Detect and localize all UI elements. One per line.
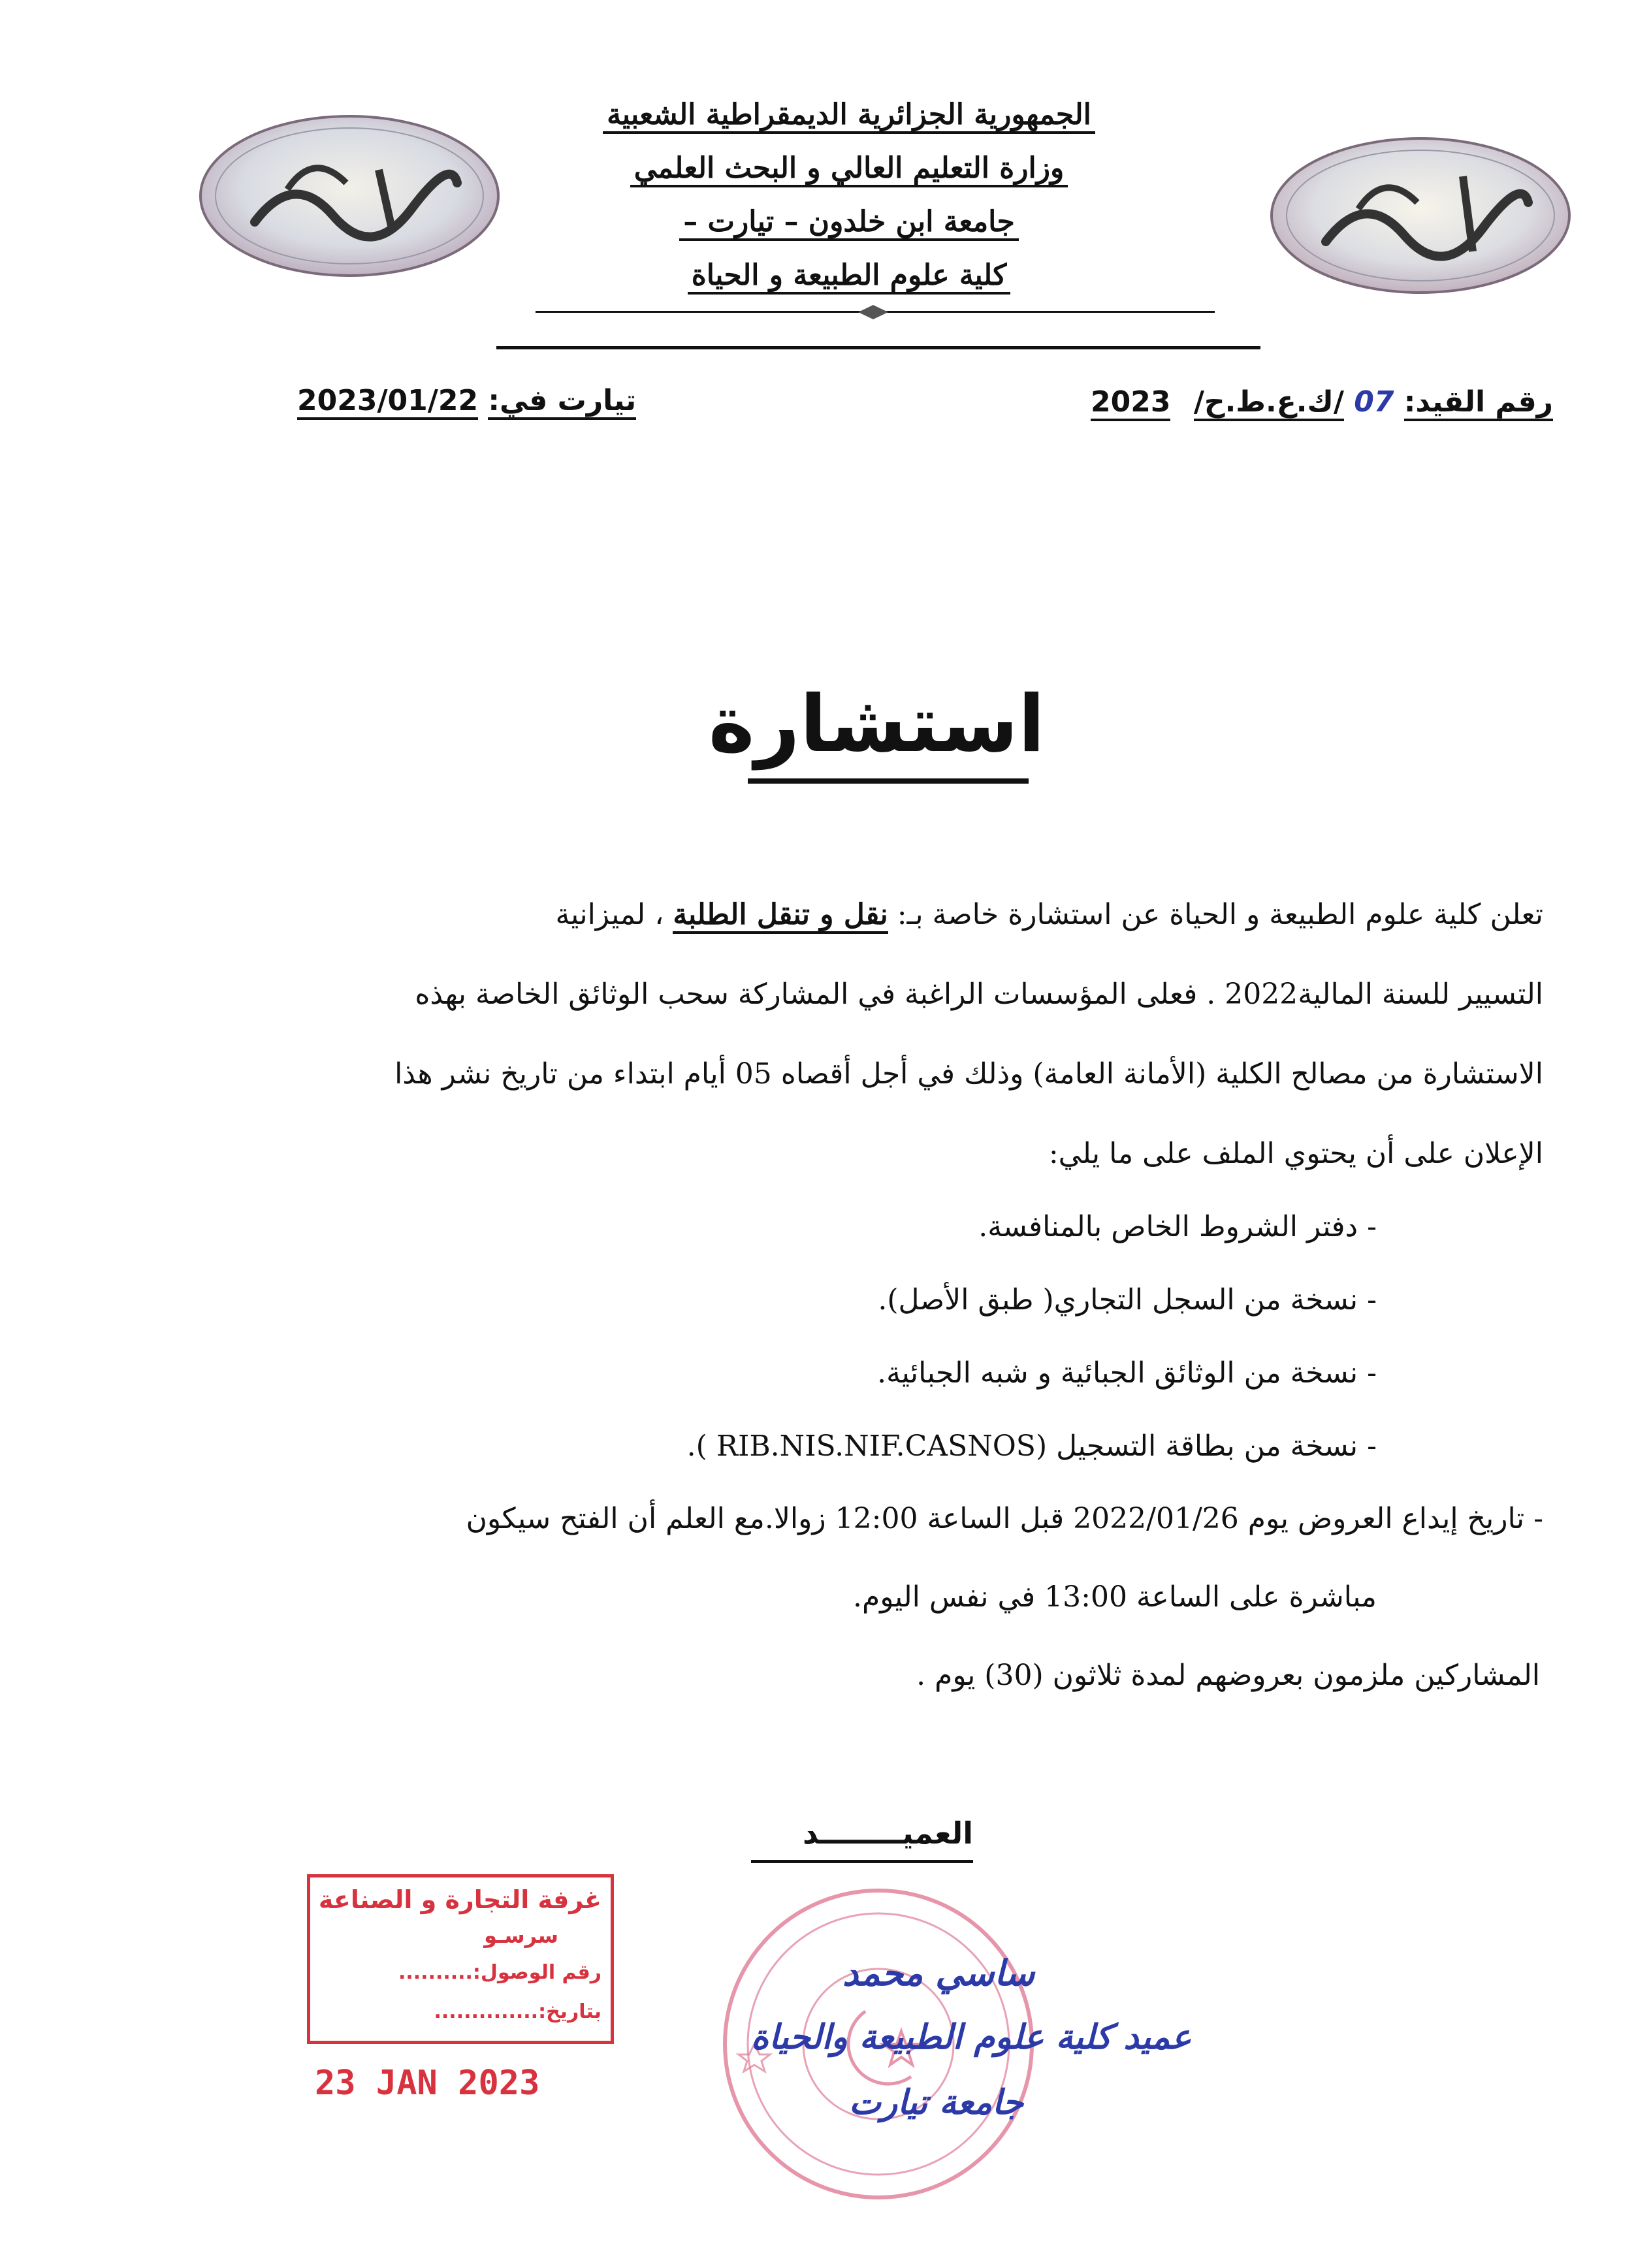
body-line-4: الإعلان على أن يحتوي الملف على ما يلي: <box>1048 1137 1543 1170</box>
signature-university: جامعة تيارت <box>849 2083 1023 2122</box>
reference-handwritten-number: 07 <box>1354 385 1394 419</box>
header-university: جامعة ابن خلدون – تيارت – <box>496 205 1202 238</box>
body-line-1: تعلن كلية علوم الطبيعة و الحياة عن استشارة خاصة بـ: نقل و تنقل الطلبة ، لميزانية <box>555 898 1543 931</box>
receipt-stamp-date-label: بتاريخ:.............. <box>434 2000 601 2023</box>
commitment-line: المشاركين ملزمون بعروضهم لمدة ثلاثون (30) يوم . <box>916 1659 1540 1692</box>
receipt-stamp-chamber: غرفة التجارة و الصناعة <box>318 1885 601 1914</box>
header-republic: الجمهورية الجزائرية الديمقراطية الشعبية <box>496 98 1202 131</box>
receipt-stamp <box>307 1874 614 2044</box>
header-ministry: وزارة التعليم العالي و البحث العلمي <box>496 152 1202 185</box>
deadline-line-1: - تاريخ إيداع العروض يوم 2022/01/26 قبل الساعة 12:00 زوالا.مع العلم أن الفتح سيكون <box>466 1502 1543 1535</box>
dean-label: العميــــــــد <box>803 1815 973 1851</box>
page-title: استشارة <box>708 679 1045 770</box>
receipt-stamp-date: 23 JAN 2023 <box>315 2064 540 2103</box>
consultation-subject: نقل و تنقل الطلبة <box>673 898 888 934</box>
header-divider-ornament <box>858 305 888 319</box>
header-faculty: كلية علوم الطبيعة و الحياة <box>496 259 1202 292</box>
body-line-2: التسيير للسنة المالية2022 . فعلى المؤسسات الراغبة في المشاركة سحب الوثائق الخاصة بهذه <box>415 978 1543 1011</box>
list-item: - نسخة من بطاقة التسجيل (RIB.NIS.NIF.CASNOS ). <box>686 1429 1377 1463</box>
body-line-3: الاستشارة من مصالح الكلية (الأمانة العامة) وذلك في أجل أقصاه 05 أيام ابتداء من تاريخ نشر هذا <box>394 1057 1543 1091</box>
list-item: - دفتر الشروط الخاص بالمنافسة. <box>978 1210 1377 1243</box>
receipt-stamp-arrival-number: رقم الوصول:.......... <box>398 1961 601 1984</box>
university-logo-left <box>196 111 503 281</box>
list-item: - نسخة من الوثائق الجبائية و شبه الجبائية. <box>877 1356 1377 1390</box>
receipt-stamp-region: سرسـو <box>484 1923 558 1948</box>
reference-number: رقم القيد: 07 /ك.ع.ط.ح/ 2023 <box>1091 385 1553 419</box>
place-date: تيارت في: 2023/01/22 <box>297 384 636 417</box>
dean-underline <box>751 1860 973 1863</box>
signature-title: عميد كلية علوم الطبيعة والحياة <box>751 2018 1192 2057</box>
list-item: - نسخة من السجل التجاري( طبق الأصل). <box>878 1283 1377 1317</box>
university-logo-right-graphic <box>1267 131 1574 300</box>
university-logo-left-graphic <box>196 111 503 281</box>
title-underline <box>748 778 1029 784</box>
university-logo-right <box>1267 131 1574 300</box>
deadline-line-2: مباشرة على الساعة 13:00 في نفس اليوم. <box>853 1580 1377 1614</box>
header-divider-bottom <box>496 346 1260 349</box>
signature-name: ساسي محمد <box>842 1953 1035 1994</box>
